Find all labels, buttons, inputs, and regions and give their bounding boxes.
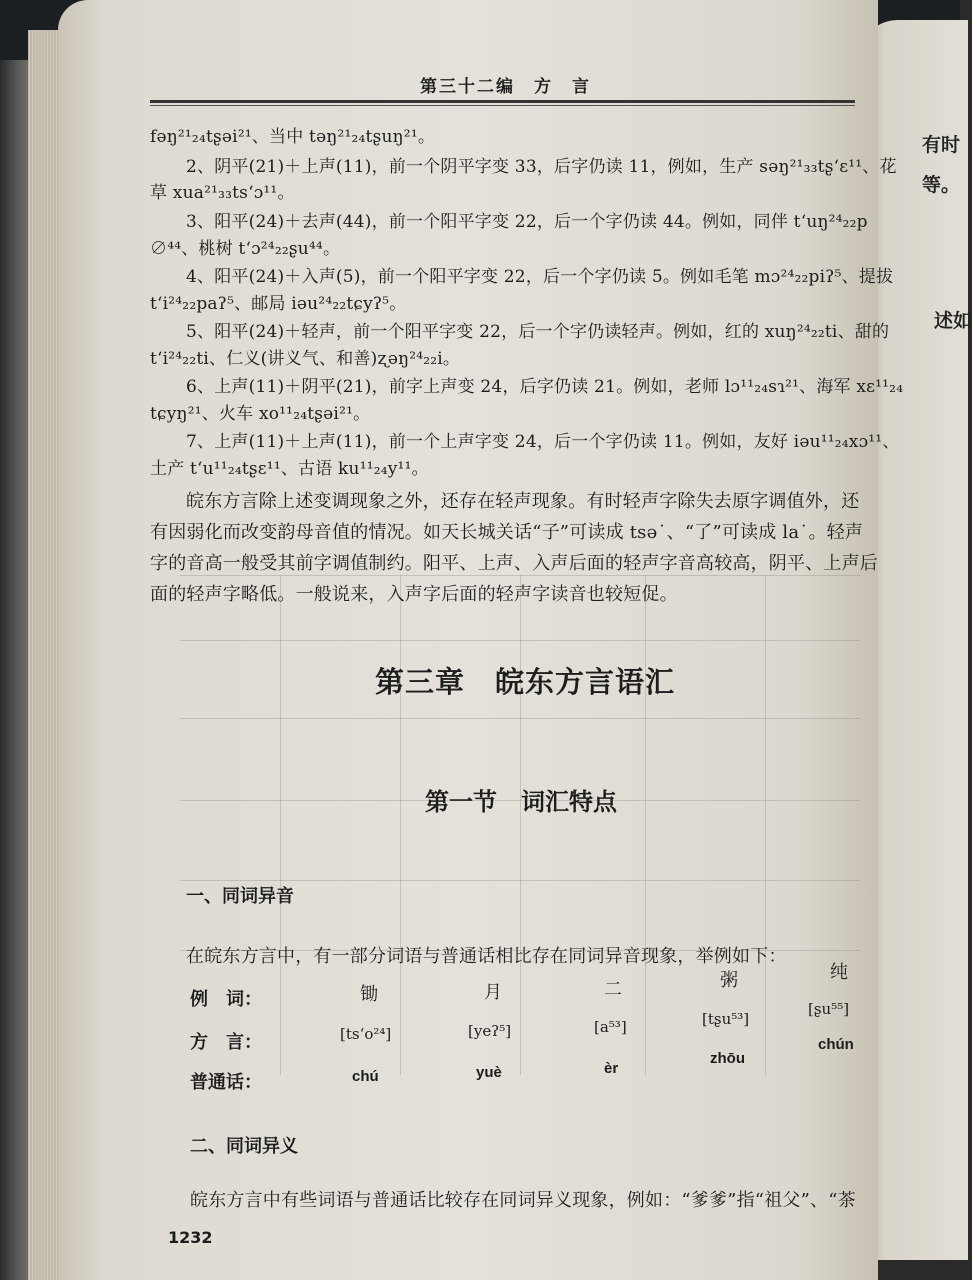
dialect-pronunciation: [a⁵³] xyxy=(594,1018,627,1036)
text-line: fəŋ²¹₂₄tʂəi²¹、当中 təŋ²¹₂₄tʂuŋ²¹。 xyxy=(150,127,436,147)
dialect-pronunciation: [ts‘o²⁴] xyxy=(340,1025,392,1043)
dialect-pronunciation: [ʂu⁵⁵] xyxy=(808,1000,850,1018)
mandarin-pinyin: chún xyxy=(818,1036,854,1053)
paragraph-line: 面的轻声字略低。一般说来，入声字后面的轻声字读音也较短促。 xyxy=(150,584,678,605)
text-line: t‘i²⁴₂₂ti、仁义(讲义气、和善)ʐəŋ²⁴₂₂i。 xyxy=(150,349,461,369)
show-through-line xyxy=(400,575,401,1075)
header-rule xyxy=(150,100,855,103)
subsection-intro: 皖东方言中有些词语与普通话比较存在同词异义现象，例如：“爹爹”指“祖父”、“茶 xyxy=(190,1190,856,1211)
show-through-line xyxy=(765,575,766,1075)
running-head: 第三十二编 方 言 xyxy=(420,77,591,97)
text-line: 2、阴平(21)＋上声(11)，前一个阴平字变 33，后字仍读 11，例如，生产 səŋ²¹₃₃tʂ‘ɛ¹¹、花 xyxy=(186,157,897,177)
row-label-dialect: 方 言： xyxy=(190,1032,262,1053)
text-line: 3、阳平(24)＋去声(44)，前一个阳平字变 22，后一个字仍读 44。例如，同伴 t‘uŋ²⁴₂₂p xyxy=(186,212,868,232)
text-line: 草 xua²¹₃₃ts‘ɔ¹¹。 xyxy=(150,183,295,203)
mandarin-pinyin: yuè xyxy=(476,1064,502,1081)
show-through-line xyxy=(520,575,521,1075)
row-label-mandarin: 普通话： xyxy=(190,1072,262,1093)
example-word: 二 xyxy=(604,979,622,1000)
text-line: t‘i²⁴₂₂paʔ⁵、邮局 iəu²⁴₂₂tɕyʔ⁵。 xyxy=(150,294,407,314)
paragraph-line: 皖东方言除上述变调现象之外，还存在轻声现象。有时轻声字除失去原字调值外，还 xyxy=(186,491,860,512)
dialect-pronunciation: [yeʔ⁵] xyxy=(468,1022,512,1040)
example-word: 月 xyxy=(484,982,502,1003)
text-line: 6、上声(11)＋阴平(21)，前字上声变 24，后字仍读 21。例如，老师 lɔ¹¹₂₄sɿ²¹、海军 xɛ¹¹₂₄ xyxy=(186,377,904,397)
facing-page-text-3: 述如 xyxy=(934,310,972,332)
text-line: ∅⁴⁴、桃树 t‘ɔ²⁴₂₂ʂu⁴⁴。 xyxy=(150,239,341,259)
text-line: 土产 t‘u¹¹₂₄tʂɛ¹¹、古语 ku¹¹₂₄y¹¹。 xyxy=(150,459,429,479)
paragraph-line: 字的音高一般受其前字调值制约。阳平、上声、入声后面的轻声字音高较高，阴平、上声后 xyxy=(150,553,878,574)
row-label-example-word: 例 词： xyxy=(190,989,262,1010)
page-number: 1232 xyxy=(168,1228,213,1247)
mandarin-pinyin: chú xyxy=(352,1068,379,1085)
subsection-intro: 在皖东方言中，有一部分词语与普通话相比存在同词异音现象，举例如下： xyxy=(186,946,787,967)
subsection-heading: 二、同词异义 xyxy=(190,1136,298,1157)
facing-page-text-2: 等。 xyxy=(922,174,961,196)
mandarin-pinyin: èr xyxy=(604,1060,619,1077)
show-through-line xyxy=(280,575,281,1075)
example-word: 纯 xyxy=(830,962,848,983)
mandarin-pinyin: zhōu xyxy=(710,1050,745,1067)
paragraph-line: 有因弱化而改变韵母音值的情况。如天长城关话“子”可读成 tsə˙、“了”可读成 la˙。轻声 xyxy=(150,522,864,543)
header-rule-thin xyxy=(150,105,855,106)
dialect-pronunciation: [tʂu⁵³] xyxy=(702,1010,750,1028)
section-title: 第一节 词汇特点 xyxy=(425,787,617,816)
example-word: 粥 xyxy=(720,970,738,991)
text-line: 5、阳平(24)＋轻声，前一个阳平字变 22，后一个字仍读轻声。例如，红的 xuŋ²⁴₂₂ti、甜的 xyxy=(186,322,890,342)
text-line: 4、阳平(24)＋入声(5)，前一个阳平字变 22，后一个字仍读 5。例如毛笔 mɔ²⁴₂₂piʔ⁵、提拔 xyxy=(186,267,894,287)
example-word: 锄 xyxy=(360,984,378,1005)
show-through-line xyxy=(645,575,646,1075)
facing-page-text-1: 有时 xyxy=(922,134,961,156)
text-line: tɕyŋ²¹、火车 xo¹¹₂₄tʂəi²¹。 xyxy=(150,404,371,424)
chapter-title: 第三章 皖东方言语汇 xyxy=(375,665,676,699)
subsection-heading: 一、同词异音 xyxy=(186,886,294,907)
text-line: 7、上声(11)＋上声(11)，前一个上声字变 24，后一个字仍读 11。例如，友好 iəu¹¹₂₄xɔ¹¹、 xyxy=(186,432,900,452)
